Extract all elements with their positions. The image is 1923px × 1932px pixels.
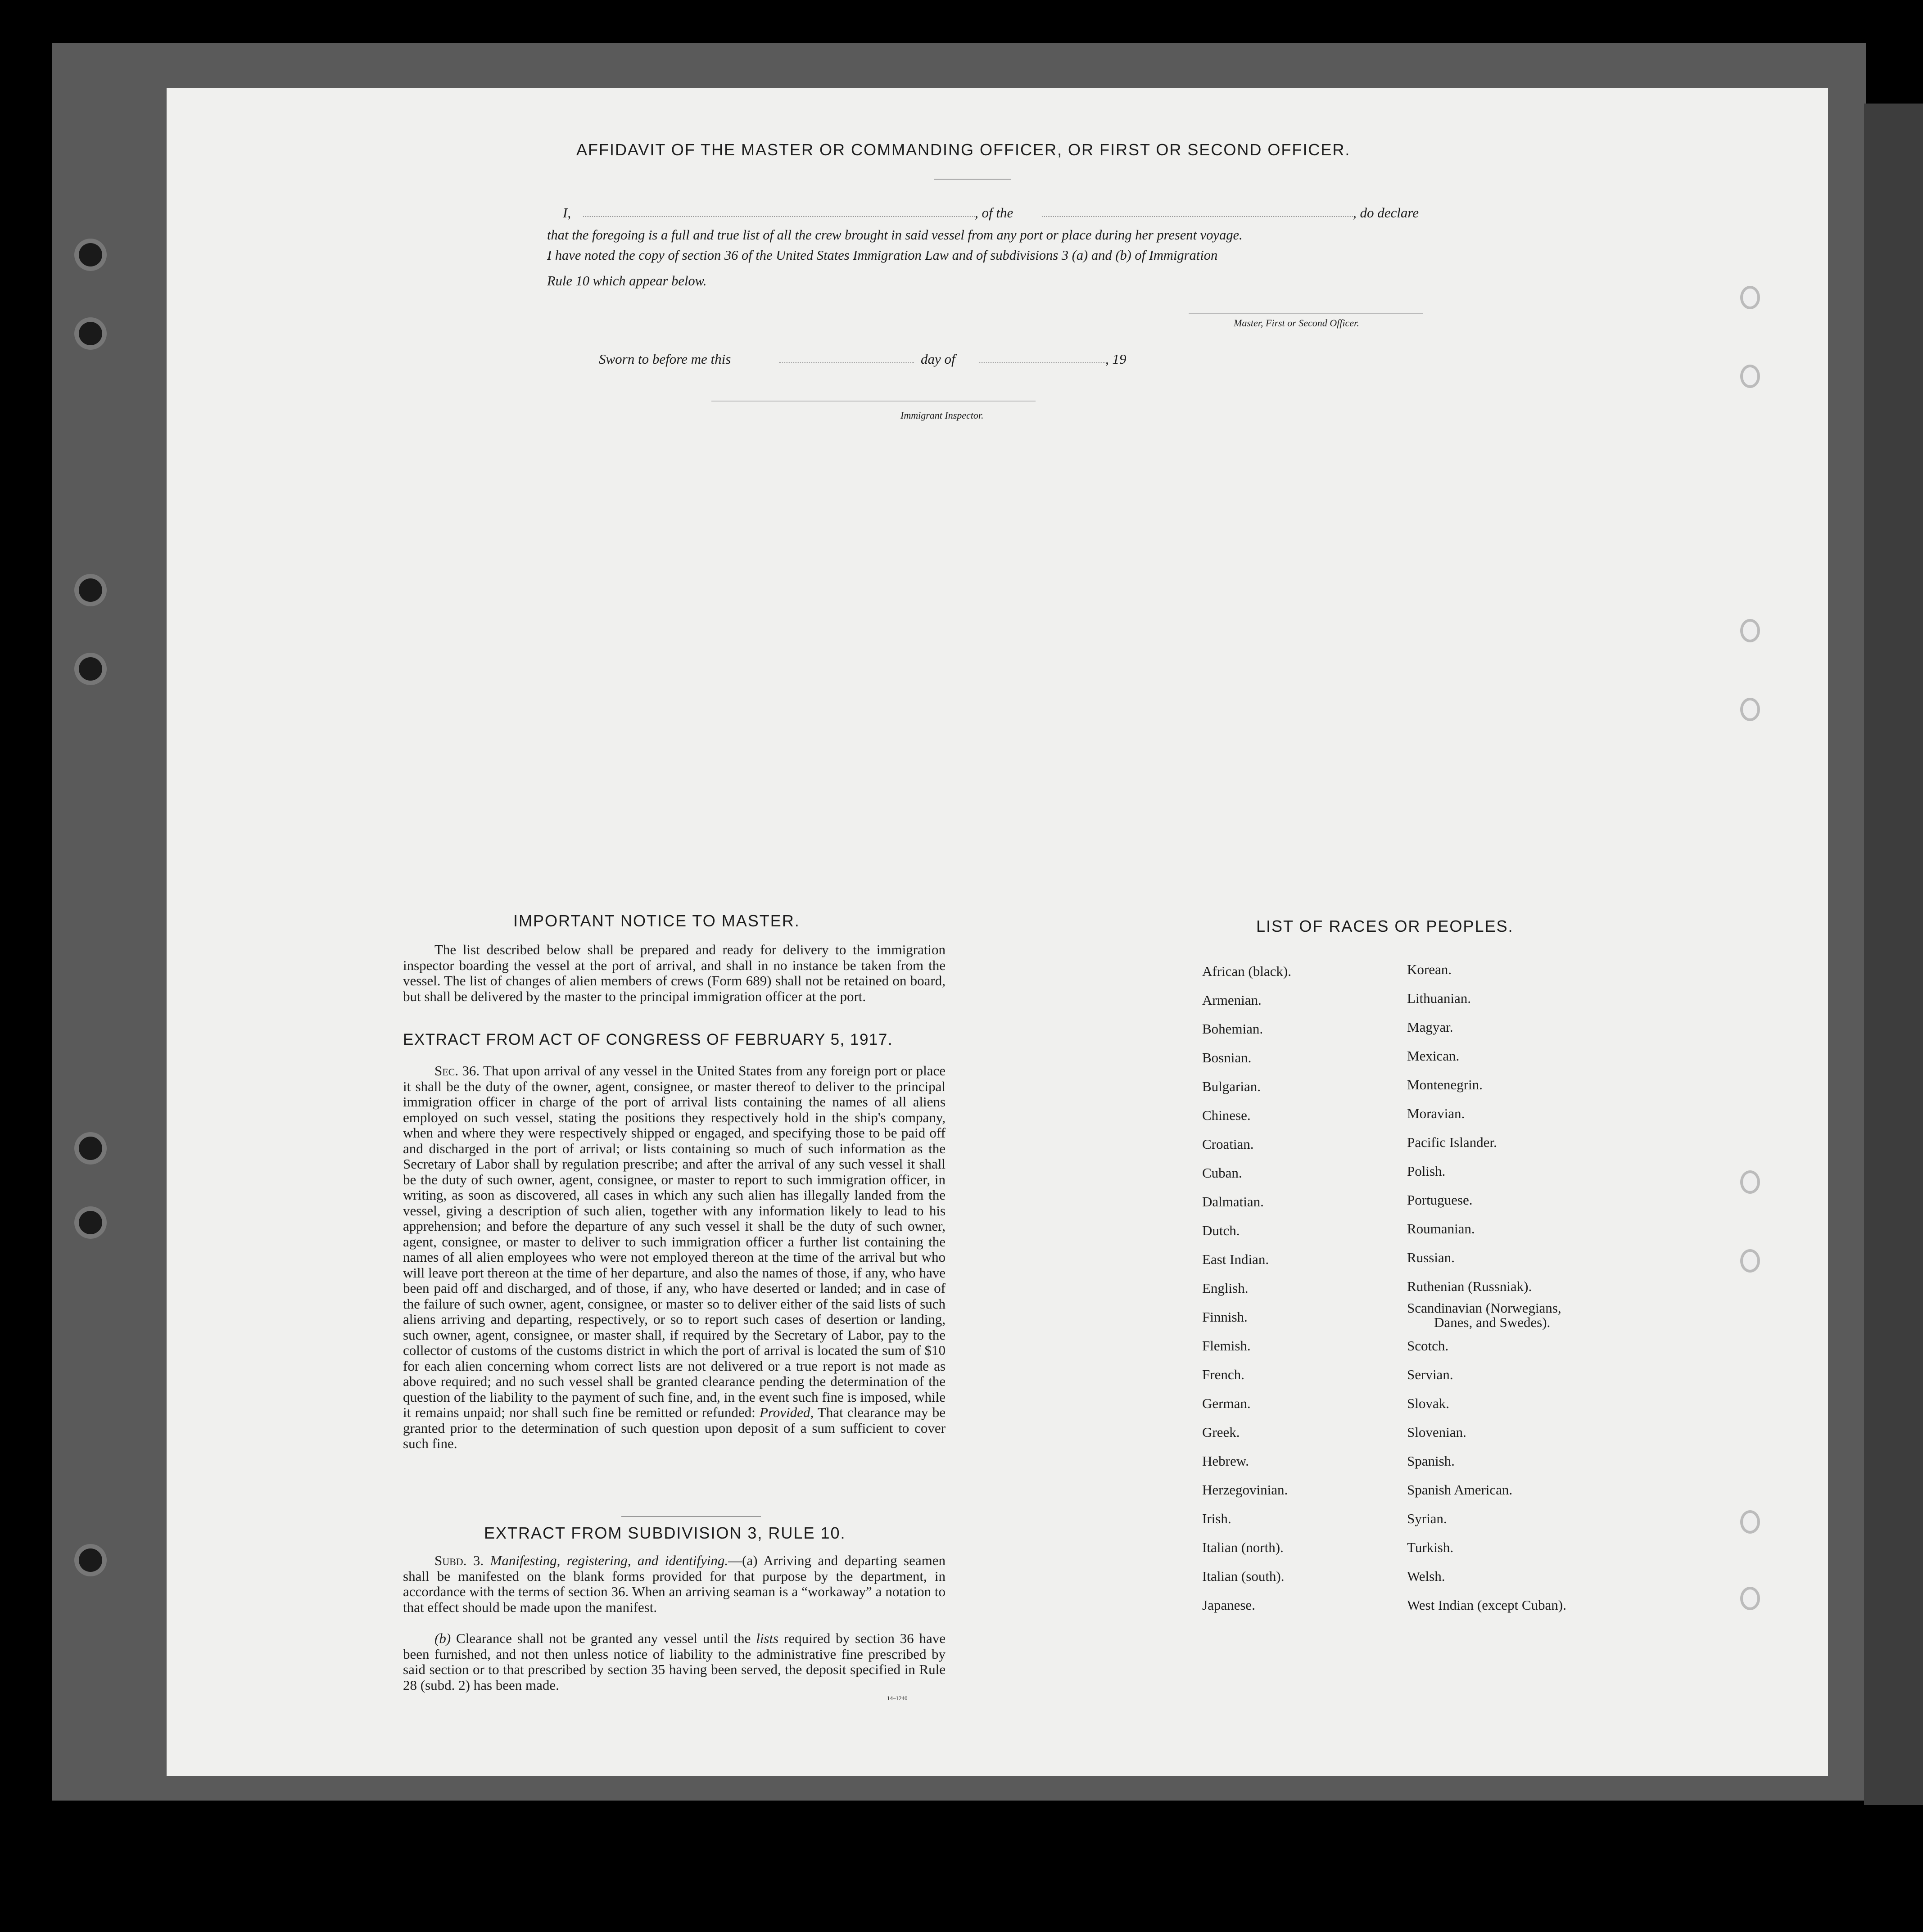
- rule-subd-heading: Manifesting, registering, and identifying.: [490, 1553, 728, 1568]
- act-provided: Provided,: [759, 1404, 814, 1420]
- bleed-through-mark: [1382, 437, 1517, 450]
- rule-subd-label: Subd. 3.: [434, 1553, 484, 1568]
- binder-hole: [79, 578, 102, 602]
- binder-hole: [1740, 1249, 1760, 1273]
- race-left-item: Japanese.: [1202, 1597, 1255, 1613]
- race-right-item: Polish.: [1407, 1163, 1446, 1179]
- scan-back-edge: [1864, 104, 1923, 1805]
- form-number: 14–1240: [887, 1695, 908, 1702]
- race-right-item: Welsh.: [1407, 1568, 1445, 1584]
- race-left-item: Croatian.: [1202, 1136, 1254, 1152]
- race-right-item: Syrian.: [1407, 1511, 1447, 1526]
- race-left-item: African (black).: [1202, 963, 1291, 979]
- race-left-item: East Indian.: [1202, 1251, 1269, 1267]
- name-blank: [583, 216, 975, 217]
- affidavit-of-the: , of the: [975, 205, 1014, 221]
- binder-hole: [1740, 1170, 1760, 1194]
- race-right-item: Magyar.: [1407, 1019, 1453, 1035]
- race-right-item: Portuguese.: [1407, 1192, 1473, 1208]
- affidavit-line-4: Rule 10 which appear below.: [547, 273, 707, 289]
- rule-title: EXTRACT FROM SUBDIVISION 3, RULE 10.: [484, 1524, 846, 1542]
- act-text-end: That clearance may be granted prior to the determination of such question upon deposit of a sum sufficient to cover such fine.: [403, 1404, 946, 1451]
- sworn-day-blank: [779, 362, 914, 363]
- race-left-item: Bosnian.: [1202, 1050, 1252, 1065]
- binder-hole: [79, 1548, 102, 1572]
- race-left-item: Chinese.: [1202, 1107, 1251, 1123]
- race-right-item: Slovenian.: [1407, 1424, 1466, 1440]
- race-right-item: Russian.: [1407, 1250, 1455, 1265]
- race-right-item: Servian.: [1407, 1367, 1453, 1382]
- race-left-item: English.: [1202, 1280, 1249, 1296]
- rule-b-text1: Clearance shall not be granted any vessel until the: [456, 1630, 751, 1646]
- race-left-item: Armenian.: [1202, 992, 1262, 1008]
- binder-hole: [1740, 1587, 1760, 1610]
- race-left-item: Dalmatian.: [1202, 1194, 1264, 1210]
- rule-subd-a: [403, 1553, 946, 1615]
- rule-a-text: —(a) Arriving and departing seamen shall be manifested on the blank forms provided for that purpose by the department, in accordance with the terms of section 36. When an arriving seaman is a “workaway” a notation to that effect should be made upon the manifest.: [403, 1553, 946, 1615]
- race-left-item: Cuban.: [1202, 1165, 1242, 1181]
- race-right-item: Korean.: [1407, 961, 1452, 977]
- binder-hole: [1740, 1510, 1760, 1534]
- race-right-item: Scandinavian (Norwegians,: [1407, 1300, 1561, 1316]
- race-right-item: Mexican.: [1407, 1048, 1460, 1064]
- title-underline: [934, 179, 1011, 180]
- race-left-item: Dutch.: [1202, 1223, 1240, 1238]
- race-right-item: Montenegrin.: [1407, 1077, 1483, 1092]
- binder-hole: [79, 657, 102, 681]
- race-left-item: French.: [1202, 1367, 1244, 1382]
- rule-b-text2: required by section 36 have been furnished, and not then unless notice of liability to the administrative fine prescribed by said section or to that prescribed by section 35 having been served, the deposit specified in Rule 28 (subd. 2) has been made.: [403, 1630, 946, 1693]
- binder-hole: [1740, 619, 1760, 642]
- inspector-signature-line: [711, 401, 1036, 402]
- affidavit-line-2: that the foregoing is a full and true list of all the crew brought in said vessel from any port or place during her present voyage.: [547, 227, 1243, 243]
- race-right-item: Scotch.: [1407, 1338, 1449, 1354]
- section-divider: [621, 1516, 761, 1517]
- document-page: [167, 88, 1828, 1776]
- race-left-item: Italian (south).: [1202, 1568, 1285, 1584]
- race-right-item: Ruthenian (Russniak).: [1407, 1278, 1532, 1294]
- rule-subd-b: [403, 1631, 946, 1693]
- race-right-item: West Indian (except Cuban).: [1407, 1597, 1566, 1613]
- binder-hole: [79, 1211, 102, 1234]
- race-right-item: Pacific Islander.: [1407, 1134, 1497, 1150]
- affidavit-do-declare: , do declare: [1353, 205, 1419, 221]
- affidavit-line-3: I have noted the copy of section 36 of the United States Immigration Law and of subdivisions 3 (a) and (b) of Immigration: [547, 248, 1218, 263]
- affidavit-title: AFFIDAVIT OF THE MASTER OR COMMANDING OFFICER, OR FIRST OR SECOND OFFICER.: [576, 140, 1351, 159]
- race-left-item: Greek.: [1202, 1424, 1240, 1440]
- master-signature-label: Master, First or Second Officer.: [1234, 317, 1359, 329]
- day-of-label: day of: [921, 351, 955, 367]
- races-title: LIST OF RACES OR PEOPLES.: [1256, 917, 1514, 935]
- race-right-item: Turkish.: [1407, 1539, 1454, 1555]
- notice-text: The list described below shall be prepared and ready for delivery to the immigration inspector boarding the vessel at the port of arrival, and shall in no instance be taken from the vessel. The list of changes of alien members of crews (Form 689) shall not be retained on board, but shall be delivered by the master to the principal immigration officer at the port.: [403, 942, 946, 1004]
- sworn-month-blank: [979, 362, 1105, 363]
- sworn-label: Sworn to before me this: [599, 351, 731, 367]
- affidavit-i-label: I,: [563, 205, 571, 221]
- act-text: That upon arrival of any vessel in the United States from any foreign port or place it shall be the duty of the owner, agent, consignee, or master thereof to deliver to the principal immigration officer in charge of the port of arrival lists containing the names of all aliens employed on such vessel, stating the positions they respectively hold in the ship's company, when and where they were respectively shipped or engaged, and specifying those to be paid off and discharged in the port of arrival; or lists containing so much of such information as the Secretary of Labor shall by regulation prescribe; and after the arrival of any such vessel it shall be the duty of such owner, agent, consignee, or master to report to such immigration officer, in writing, as soon as discovered, all cases in which any such alien has illegally landed from the vessel, giving a description of such alien, together with any information likely to lead to his apprehension; and before the departure of any such vessel it shall be the duty of such owner, agent, consignee, or master to deliver to such immigration officer a further list containing the names of all alien employees who were not employed thereon at the time of the arrival but who will leave port thereon at the time of her departure, and also the names of those, if any, who have been paid off and discharged, and of those, if any, who have deserted or landed; and in case of the failure of such owner, agent, consignee, or master so to deliver either of the said lists of such aliens arriving and departing, respectively, or so to report such cases of desertion or landing, such owner, agent, consignee, or master shall, if required by the Secretary of Labor, pay to the collector of customs of the customs district in which the port of arrival is located the sum of $10 for each alien concerning whom correct lists are not delivered or a true report is not made as above required; and no such vessel shall be granted clearance pending the determination of the question of the liability to the payment of such fine, and, in the event such fine is imposed, while it remains unpaid; nor shall such fine be remitted or refunded:: [403, 1063, 946, 1420]
- race-left-item: Italian (north).: [1202, 1539, 1284, 1555]
- race-left-item: Irish.: [1202, 1511, 1231, 1526]
- race-left-item: Herzegovinian.: [1202, 1482, 1288, 1498]
- race-right-item: Moravian.: [1407, 1106, 1465, 1121]
- race-left-item: Hebrew.: [1202, 1453, 1249, 1469]
- act-sec-label: Sec. 36.: [434, 1063, 480, 1079]
- race-left-item: German.: [1202, 1395, 1251, 1411]
- act-title: EXTRACT FROM ACT OF CONGRESS OF FEBRUARY 5, 1917.: [403, 1031, 893, 1048]
- binder-hole: [1740, 365, 1760, 388]
- race-right-item: Slovak.: [1407, 1395, 1449, 1411]
- act-section-36: [403, 1063, 946, 1452]
- race-left-item: Bulgarian.: [1202, 1079, 1261, 1094]
- binder-hole: [1740, 286, 1760, 309]
- master-signature-line: [1189, 313, 1423, 314]
- race-left-item: Flemish.: [1202, 1338, 1251, 1354]
- binder-hole: [79, 243, 102, 266]
- race-right-item: Spanish.: [1407, 1453, 1455, 1469]
- binder-hole: [79, 322, 102, 345]
- binder-hole: [1740, 698, 1760, 721]
- binder-hole: [79, 1137, 102, 1160]
- race-right-item: Spanish American.: [1407, 1482, 1513, 1498]
- race-right-item: Lithuanian.: [1407, 990, 1471, 1006]
- race-left-item: Bohemian.: [1202, 1021, 1263, 1037]
- inspector-signature-label: Immigrant Inspector.: [900, 410, 984, 421]
- race-right-item-continued: Danes, and Swedes).: [1434, 1314, 1551, 1330]
- rule-b-label: (b): [434, 1630, 451, 1646]
- notice-title: IMPORTANT NOTICE TO MASTER.: [513, 912, 800, 930]
- race-right-item: Roumanian.: [1407, 1221, 1475, 1237]
- rule-b-lists: lists: [756, 1630, 779, 1646]
- year-label: , 19: [1105, 351, 1127, 367]
- vessel-blank: [1042, 216, 1353, 217]
- race-left-item: Finnish.: [1202, 1309, 1248, 1325]
